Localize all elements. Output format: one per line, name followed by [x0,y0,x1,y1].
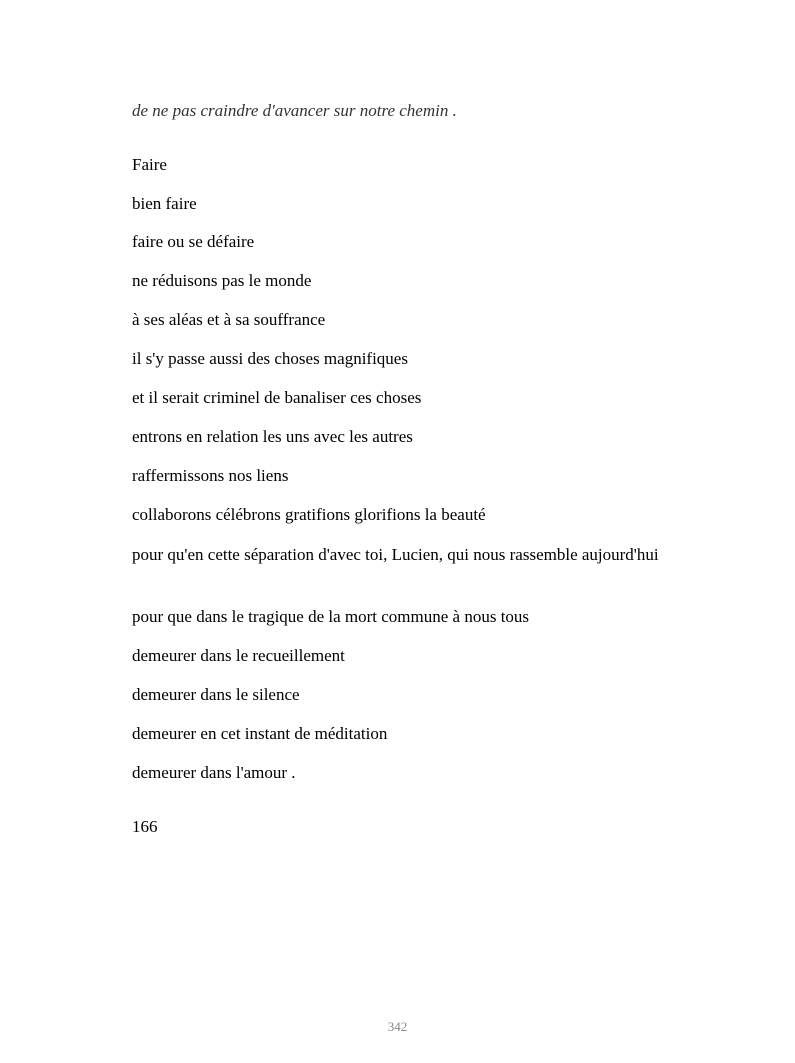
page-number: 342 [387,1019,408,1034]
poem-line: collaborons célébrons gratifions glorifions la beauté [132,505,486,524]
poem-line: entrons en relation les uns avec les autres [132,427,413,446]
poem-line: Faire [132,155,167,174]
intro-line: de ne pas craindre d'avancer sur notre chemin . [132,101,457,120]
poem-line: demeurer en cet instant de méditation [132,724,388,743]
poem-line: raffermissons nos liens [132,466,289,485]
poem-line: pour qu'en cette séparation d'avec toi, Lucien, qui nous rassemble aujourd'hui [132,545,659,564]
poem-line: demeurer dans l'amour . [132,763,296,782]
poem-line: pour que dans le tragique de la mort commune à nous tous [132,607,530,626]
poem-line: à ses aléas et à sa souffrance [132,310,326,329]
poem-line: demeurer dans le silence [132,685,300,704]
poem-number: 166 [132,817,158,836]
poem-line: et il serait criminel de banaliser ces choses [132,388,422,407]
poem-line: ne réduisons pas le monde [132,271,312,290]
poem-line: demeurer dans le recueillement [132,646,345,665]
poem-line: il s'y passe aussi des choses magnifiques [132,349,408,368]
poem-line: bien faire [132,194,197,213]
poem-line: faire ou se défaire [132,232,255,251]
